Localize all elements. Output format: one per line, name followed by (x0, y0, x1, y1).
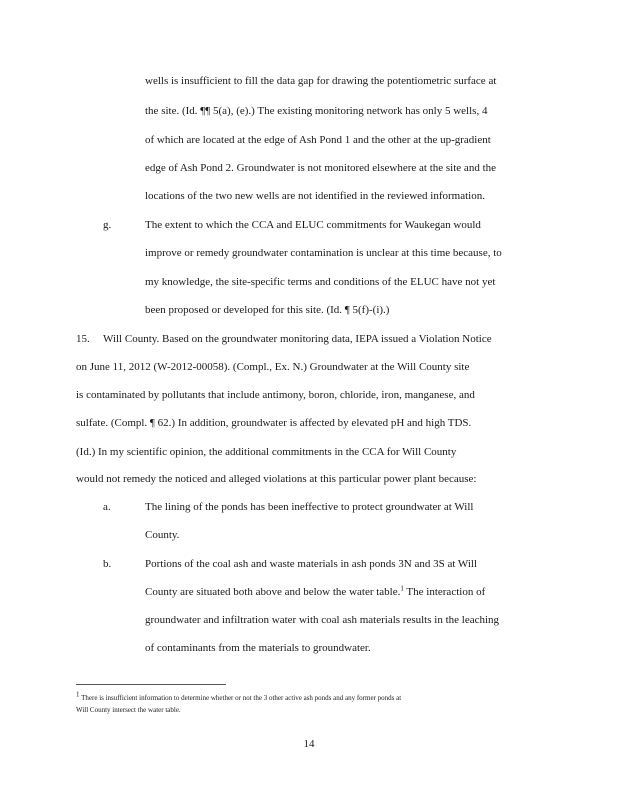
body-line: my knowledge, the site-specific terms and conditions of the ELUC have not yet (145, 276, 496, 288)
list-marker-a: a. (103, 501, 111, 513)
body-line (145, 585, 485, 599)
body-line: locations of the two new wells are not identified in the reviewed information. (145, 190, 485, 202)
body-line: been proposed or developed for this site. (Id. ¶ 5(f)-(i).) (145, 304, 390, 316)
footnote-reference[interactable]: 1 (400, 584, 404, 593)
body-line: sulfate. (Compl. ¶ 62.) In addition, groundwater is affected by elevated pH and high TDS. (76, 417, 472, 429)
footnote-line (76, 690, 402, 703)
list-marker-g: g. (103, 219, 112, 231)
body-line: the site. (Id. ¶¶ 5(a), (e).) The existing monitoring network has only 5 wells, 4 (145, 105, 488, 117)
body-line: wells is insufficient to fill the data gap for drawing the potentiometric surface at (145, 75, 497, 87)
body-line: of which are located at the edge of Ash Pond 1 and the other at the up-gradient (145, 134, 491, 146)
body-line: edge of Ash Pond 2. Groundwater is not monitored elsewhere at the site and the (145, 162, 497, 174)
footnote-marker: 1 (76, 690, 80, 699)
footnote-text: There is insufficient information to determine whether or not the 3 other active ash ponds and any former ponds at (81, 694, 402, 702)
body-line: (Id.) In my scientific opinion, the additional commitments in the CCA for Will County (76, 446, 457, 458)
body-text: County are situated both above and below the water table. (145, 586, 401, 598)
page-number: 14 (303, 738, 315, 750)
body-line: County. (145, 529, 180, 541)
body-line: The extent to which the CCA and ELUC commitments for Waukegan would (145, 219, 481, 231)
footnote-separator (76, 684, 226, 685)
paragraph-number-15: 15. (76, 333, 90, 345)
list-marker-b: b. (103, 558, 112, 570)
body-line: of contaminants from the materials to groundwater. (145, 642, 371, 654)
body-line: is contaminated by pollutants that include antimony, boron, chloride, iron, manganese, and (76, 389, 475, 401)
body-line: The lining of the ponds has been ineffective to protect groundwater at Will (145, 501, 474, 513)
body-line: improve or remedy groundwater contamination is unclear at this time because, to (145, 247, 502, 259)
body-line: Will County. Based on the groundwater monitoring data, IEPA issued a Violation Notice (103, 333, 492, 345)
footnote-line: Will County intersect the water table. (76, 706, 181, 714)
body-line: would not remedy the noticed and alleged violations at this particular power plant because: (76, 473, 477, 485)
body-line: on June 11, 2012 (W-2012-00058). (Compl., Ex. N.) Groundwater at the Will County site (76, 361, 470, 373)
body-line: groundwater and infiltration water with coal ash materials results in the leaching (145, 614, 500, 626)
body-line: Portions of the coal ash and waste materials in ash ponds 3N and 3S at Will (145, 558, 478, 570)
body-text: The interaction of (403, 586, 486, 598)
